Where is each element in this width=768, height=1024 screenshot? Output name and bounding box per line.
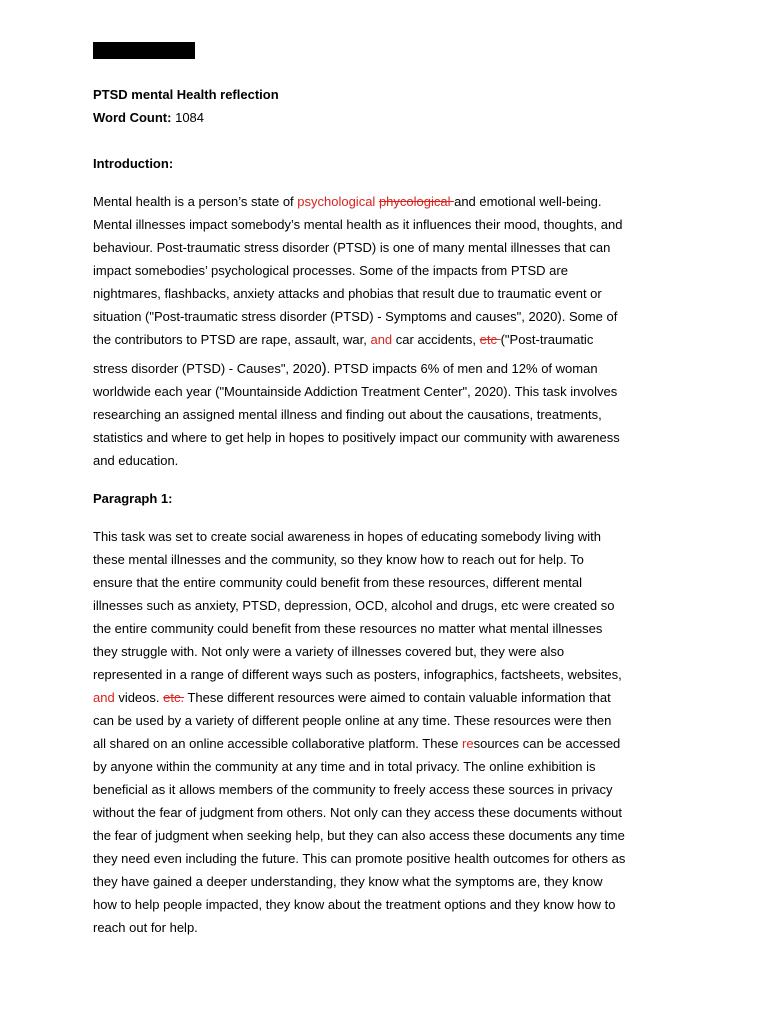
- text-line: statistics and where to get help in hopes to positively impact our community with awareness: [93, 430, 620, 445]
- text-line: reach out for help.: [93, 920, 198, 935]
- inserted-text: psychological: [293, 194, 376, 209]
- text-line: how to help people impacted, they know about the treatment options and they know how to: [93, 897, 616, 912]
- text-run: ("Post-traumatic: [500, 332, 594, 347]
- text-line: illnesses such as anxiety, PTSD, depression, OCD, alcohol and drugs, etc were created so: [93, 598, 615, 613]
- text-line: beneficial as it allows members of the community to freely access these sources in privacy: [93, 782, 613, 797]
- word-count: [93, 110, 683, 125]
- inserted-text: and: [366, 332, 393, 347]
- text-line: these mental illnesses and the community, so they know how to reach out for help. To: [93, 552, 584, 567]
- paragraph-1-heading: Paragraph 1:: [93, 491, 173, 506]
- text-line: [93, 351, 683, 380]
- introduction-paragraph: [93, 190, 683, 472]
- text-line: [93, 328, 683, 351]
- text-line: nightmares, flashbacks, anxiety attacks and phobias that result due to traumatic event or: [93, 286, 602, 301]
- text-line: [93, 732, 683, 755]
- text-run: . PTSD impacts 6% of men and 12% of woman: [326, 361, 598, 376]
- deleted-text: etc.: [163, 690, 185, 705]
- introduction-heading: Introduction:: [93, 156, 174, 171]
- text-line: [93, 686, 683, 709]
- document-title: PTSD mental Health reflection: [93, 87, 279, 102]
- text-line: ensure that the entire community could benefit from these resources, different mental: [93, 575, 582, 590]
- text-line: they have gained a deeper understanding, they know what the symptoms are, they know: [93, 874, 603, 889]
- text-line: behaviour. Post-traumatic stress disorder (PTSD) is one of many mental illnesses that can: [93, 240, 611, 255]
- word-count-label: Word Count:: [93, 110, 172, 125]
- text-run: videos.: [114, 690, 164, 705]
- text-run: Mental health is a person’s state of: [93, 194, 294, 209]
- paragraph-1: [93, 525, 683, 939]
- text-line: and education.: [93, 453, 179, 468]
- text-line: they need even including the future. This can promote positive health outcomes for others as: [93, 851, 626, 866]
- text-line: researching an assigned mental illness and finding out about the causations, treatments,: [93, 407, 602, 422]
- text-line: Mental illnesses impact somebody’s mental health as it influences their mood, thoughts, and: [93, 217, 623, 232]
- text-line: they struggle with. Not only were a variety of illnesses covered but, they were also: [93, 644, 565, 659]
- text-line: by anyone within the community at any time and in total privacy. The online exhibition is: [93, 759, 596, 774]
- word-count-value: 1084: [175, 110, 205, 125]
- text-run: sources can be accessed: [473, 736, 621, 751]
- text-run: These different resources were aimed to contain valuable information that: [184, 690, 611, 705]
- text-run: stress disorder (PTSD) - Causes", 2020: [93, 361, 322, 376]
- inserted-text: re: [462, 736, 474, 751]
- inserted-text: and: [93, 690, 115, 705]
- text-line: represented in a range of different ways such as posters, infographics, factsheets, websites,: [93, 667, 622, 682]
- text-line: [93, 190, 683, 213]
- text-line: can be used by a variety of different people online at any time. These resources were then: [93, 713, 612, 728]
- text-line: impact somebodies’ psychological processes. Some of the impacts from PTSD are: [93, 263, 568, 278]
- text-line: worldwide each year ("Mountainside Addiction Treatment Center", 2020). This task involves: [93, 384, 618, 399]
- text-run: the contributors to PTSD are rape, assault, war,: [93, 332, 367, 347]
- text-run: car accidents,: [392, 332, 480, 347]
- deleted-text: phycological: [378, 194, 455, 209]
- text-line: situation ("Post-traumatic stress disorder (PTSD) - Symptoms and causes", 2020). Some of: [93, 309, 618, 324]
- text-run: ): [321, 360, 327, 377]
- text-run: and emotional well-being.: [454, 194, 602, 209]
- text-line: the fear of judgment when seeking help, but they can also access these documents any time: [93, 828, 625, 843]
- text-line: This task was set to create social awareness in hopes of educating somebody living with: [93, 529, 601, 544]
- text-line: without the fear of judgment from others. Not only can they access these documents without: [93, 805, 622, 820]
- text-run: all shared on an online accessible collaborative platform. These: [93, 736, 463, 751]
- text-line: the entire community could benefit from these resources no matter what mental illnesses: [93, 621, 603, 636]
- deleted-text: etc: [479, 332, 501, 347]
- redacted-name-block: [93, 42, 195, 59]
